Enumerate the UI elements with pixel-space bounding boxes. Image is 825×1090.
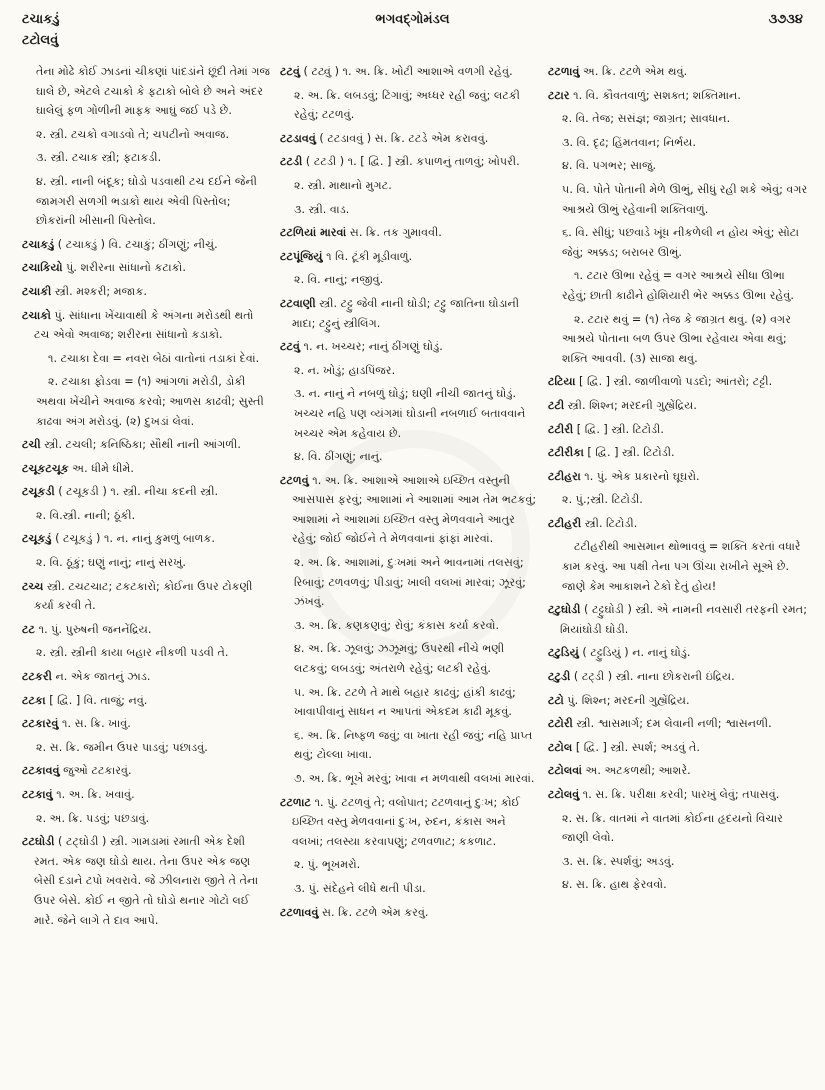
dictionary-entry [22, 667, 272, 687]
dictionary-entry [280, 129, 538, 149]
definition-text: ૪. સ્ત્રી. નાની બંદૂક; ઘોડો પડવાથી ટચ દઈને જેની જામગરી સળગી ભડાકો થાય એવી પિસ્તોલ; છોકરાંની ખીસાની પિસ્તોલ. [36, 174, 257, 228]
headword: ટચાકિયો [22, 261, 63, 275]
entry-sense [280, 726, 538, 765]
entry-sense [280, 176, 538, 196]
definition-text: ૨. સ્ત્રી. ટચકો વગાડવો તે; ચપટીનો અવાજ. [36, 127, 230, 141]
definition-text: ૨. વિ. ઠૂંકું; ઘણું નાનું; નાનું સરખું. [36, 556, 186, 570]
entry-sense [548, 537, 810, 596]
definition-text: ( ટચાક્ડું ) વિ. ટચાકું; ઠીંગણું; નીચું. [54, 237, 218, 251]
definition-text: જુઓ ટટકારવું. [59, 764, 132, 778]
definition-text: ૩. સ્ત્રી. ટચાક સ્ત્રી; ફટાકડી. [36, 151, 162, 165]
definition-text: સ્ત્રી. શ્વાસમાર્ગ; દમ લેવાની નળી; શ્વાસનળી. [572, 717, 772, 731]
dictionary-entry [548, 396, 810, 416]
headword: ટટાર [548, 88, 570, 102]
definition-text: ૨. સ. ક્રિ. જમીન ઉપર પાડવું; પછાડવું. [36, 740, 208, 754]
definition-text: ૬. અ. ક્રિ. નિષ્ફળ જવું; વા ખાતા રહી જવું; નહિ પ્રાપ્ત થવું; ટોલ્લા ખાવા. [294, 728, 533, 762]
headword: ટટવાણી [280, 296, 316, 310]
guide-word-first: ટચાકડું [22, 12, 60, 27]
entry-sense [548, 490, 810, 510]
definition-text: અ. ધીમે ધીમે. [68, 461, 134, 475]
dictionary-entry [548, 691, 810, 711]
entry-sense [280, 683, 538, 722]
definition-text: ૧. વિ. કૌવતવાળું; સશક્ત; શક્તિમાન. [569, 88, 741, 102]
definition-text: પું. શરીરના સાંધાનો કટાકો. [62, 261, 186, 275]
dictionary-entry [280, 471, 538, 549]
dictionary-entry [548, 443, 810, 463]
entry-sense [280, 200, 538, 220]
dictionary-entry [548, 738, 810, 758]
headword: ટચૂકડી [22, 485, 55, 499]
definition-text: ( ટટડી ) ૧. [ દ્વિ. ] સ્ત્રી. કપાળનું તાળવું; ખોપરી. [302, 155, 520, 169]
page-number: ૩૭૩૪ [768, 12, 803, 27]
entry-sense [548, 223, 810, 262]
headword: ટટકાવવું [22, 764, 60, 778]
dictionary-entry [22, 282, 272, 302]
dictionary-entry [548, 372, 810, 392]
definition-text: ૧ વિ. ટૂંકી મૂડીવાળું. [322, 249, 413, 263]
headword: ટચૂકટચૂક [22, 461, 69, 475]
dictionary-entry [548, 514, 810, 534]
definition-text: ( ટટ્ઘોડી ) સ્ત્રી. ગામડામાં રમાતી એક દેશી રમત. એક જણ ઘોડો થાય. તેના ઉપર એક જણ બેસી દડાને ટપો ખવરાવે. જે ઝીલનારા જીતે તે તેના ઉપર બેસે. કોઈ ન જીતે તો ઘોડો થનાર ગોટો લઈ મારે. જેને લાગે તે દાવ આપે. [34, 835, 259, 927]
dictionary-entry [548, 785, 810, 805]
headword: ટટડી [280, 155, 303, 169]
headword: ટટુઘોડી [548, 603, 581, 617]
dictionary-entry [22, 459, 272, 479]
headword: ટટીહરી [548, 516, 582, 530]
definition-text: ૩. સ. ક્રિ. સ્પર્શવું; અડવું. [562, 854, 675, 868]
definition-text: ૨. સ્ત્રી. માથાનો મુગટ. [294, 178, 392, 192]
dictionary-entry [22, 691, 272, 711]
definition-text: ૫. અ. ક્રિ. ટટળે તે માથે બહાર કાઢવું; હાંકી કાઢવું; ખાવાપીવાનું સાધન ન આપતાં એકદમ કાઢી મૂકવું. [294, 685, 516, 719]
entry-sense [548, 109, 810, 129]
entry-sense [22, 125, 272, 145]
entry-sense [548, 310, 810, 369]
headword: ટટિયા [548, 375, 576, 389]
dictionary-entry [280, 152, 538, 172]
dictionary-entry [22, 714, 272, 734]
headword: ટટકાવું [22, 788, 53, 801]
definition-text: ૨. પું.;સ્ત્રી. ટિટોડી. [562, 493, 643, 507]
headword: ટટળવું [280, 473, 309, 487]
entry-sense [280, 447, 538, 467]
definition-text: [ દ્વિ. ] સ્ત્રી. જાળીવાળો પડદો; આંતરો; ટટ્ટી. [575, 375, 773, 389]
definition-text: ૧. ટટાર ઊભા રહેવું = વગર આશ્રયે સીધા ઊભા રહેવું; છાતી કાઢીને હોશિયારી ભેર અક્કડ ઊભા રહેવું. [562, 269, 794, 302]
definition-text: ૭. અ. ક્રિ. ભૂખે મરવું; ખાવા ન મળવાથી વલખાં મારવાં. [294, 772, 535, 785]
definition-text: ( ટટ્ટુઘોડી ) સ્ત્રી. એ નામની નવસારી તરફની રમત; મિયાંઘોડી ઘોડી. [560, 603, 807, 636]
headword: ટટીરી [548, 422, 574, 436]
definition-text: [ દ્વિ. ] સ્ત્રી. સ્પર્શ; અડવું તે. [572, 740, 700, 754]
entry-sense [548, 180, 810, 219]
entry-sense [280, 384, 538, 443]
column-2 [280, 62, 538, 926]
dictionary-entry [22, 620, 272, 640]
definition-text: ૨. વિ. તેજ; સસંજ્ઞ; જાગ્રત; સાવધાન. [562, 112, 731, 126]
definition-text: અ. ક્રિ. ટટળે એમ થવું. [579, 65, 688, 78]
entry-sense [280, 86, 538, 125]
headword: ટટળાવવું [280, 905, 319, 919]
definition-text: ૪. સ. ક્રિ. હાથ ફેરવવો. [562, 878, 667, 892]
definition-text: [ દ્વિ. ] સ્ત્રી. ટિટોડી. [573, 422, 664, 436]
column-1 [22, 62, 272, 934]
entry-sense [22, 809, 272, 829]
entry-sense [280, 639, 538, 678]
dictionary-entry [22, 235, 272, 255]
definition-text: ૨. વિ.સ્ત્રી. નાની; ઠૂંકી. [36, 508, 136, 522]
definition-text: [ દ્વિ. ] સ્ત્રી. ટિટોડી. [583, 446, 675, 460]
dictionary-entry [22, 258, 272, 278]
dictionary-entry [548, 643, 810, 663]
headword: ટચાકડું [22, 237, 55, 251]
headword: ટટવું [280, 65, 300, 78]
headword: ટચ્ચ [22, 579, 44, 593]
entry-sense [548, 852, 810, 872]
definition-text: ૧. અ. ક્રિ. આશાએ આશાએ ઇચ્છિત વસ્તુની આસપાસ ફરવું; આશામાં ને આશામાં આમ તેમ ભટકવું; આશામાં ને આશામાં ઇચ્છિત વસ્તુ મેળવવાને આતુર રહેવું; જોઈ જોઈને તે મેળવવાનાં ફાંફાં મારવાં. [292, 473, 537, 546]
dictionary-entry [280, 793, 538, 852]
entry-sense [548, 156, 810, 176]
dictionary-entry [22, 482, 272, 502]
definition-text: સ. ક્રિ. તક ગુમાવવી. [346, 226, 442, 240]
entry-sense [22, 643, 272, 663]
headword: ટટપૂંજિયું [280, 249, 323, 263]
definition-text: ૧. પું. એક પ્રકારનો ઘૂઘરો. [580, 469, 700, 483]
headword: ટટોલ [548, 740, 573, 754]
definition-text: ૬. વિ. સીધું; પછવાડે ખૂંધ નીકળેલી ન હોય એવું; સોટા જેવું; અક્કડ; બરાબર ઊભું. [562, 226, 800, 259]
headword: ટચાકી [22, 284, 52, 298]
dictionary-entry [280, 62, 538, 82]
page-header [0, 0, 825, 60]
dictionary-entry [548, 62, 810, 82]
entry-sense [280, 855, 538, 875]
dictionary-entry [280, 903, 538, 923]
definition-text: ૨. સ્ત્રી. સ્ત્રીની કાયા બહાર નીકળી પડવી તે. [36, 646, 229, 660]
definition-text: ટટીહરીથી આસમાન થોભાવવું = શક્તિ કરતાં વધારે કામ કરવું. આ પક્ષી તેના પગ ઊંચા રાખીને સૂએ છે. જાણે કેમ આકાશને ટેકો દેતું હોય! [562, 540, 801, 593]
dictionary-entry [548, 420, 810, 440]
definition-text: પું. સાંધાના ખેંચાવાથી કે અંગના મરોડથી થતો ટચ એવો અવાજ; શરીરના સાંધાનો કડાકો. [34, 308, 254, 342]
definition-text: ૪. વિ. ઠીંગણું; નાનું. [294, 450, 383, 464]
entry-sense [280, 361, 538, 381]
definition-text: ૧. અ. ક્રિ. ખવાવું. [52, 788, 135, 801]
headword: ટચૂકડું [22, 532, 52, 546]
entry-sense [22, 62, 272, 121]
definition-text: ૨. ટટાર થવું = (૧) તેજ કે જાગ્રત થવું. (૨) વગર આશ્રયે પોતાના બળ ઉપર ઊભા રહેવાય એવા થવું; શક્તિ આવવી. (૩) સાજા થવું. [562, 312, 792, 365]
entry-sense [22, 553, 272, 573]
headword: ટટળાવું [548, 65, 580, 78]
headword: ટટકારવું [22, 717, 59, 731]
dictionary-entry [548, 714, 810, 734]
definition-text: ૪. અ. ક્રિ. ઝૂલવું; ઝઝૂમવું; ઉપરથી નીચે ભણી લટકવું; લબડવું; અંતરાળે રહેવું; લટકી રહેવું. [294, 642, 505, 676]
definition-text: ૨. અ. ક્રિ. પડવું; પછડાવું. [36, 811, 150, 825]
definition-text: ૧. ન. ખચ્ચર; નાનું ઠીંગણું ઘોડું. [300, 340, 443, 354]
definition-text: ૧. ટચાકા દેવા = નવરા બેઠાં વાતોનાં તડાકાં દેવાં. [48, 351, 260, 365]
headword: ટટોલવાં [548, 764, 582, 778]
definition-text: ૨. અ. ક્રિ. આશામાં, દુઃખમાં અને ભાવનામાં તલસવું; રિબાવું; ટળવળવું; પીડાવું; ખાલી વલખાં મારવાં; ઝૂરવું; ઝંખવું. [294, 556, 526, 609]
headword: ટટવું [280, 340, 300, 354]
definition-text: ( ટચૂકડું ) ૧. ન. નાનું કુમળું બાળક. [51, 532, 215, 546]
definition-text: ન. એક જાતનું ઝાડ. [51, 670, 151, 684]
headword: ટટ [22, 622, 36, 636]
entry-sense [22, 349, 272, 369]
definition-text: ૨. ન. ખોડું; હાડપિંજર. [294, 363, 396, 377]
entry-sense [22, 506, 272, 526]
definition-text: ૪. વિ. પગભર; સાજું. [562, 159, 657, 173]
entry-sense [548, 875, 810, 895]
dictionary-entry [22, 529, 272, 549]
dictionary-entry [548, 467, 810, 487]
definition-text: ( ટટડાવવું ) સ. ક્રિ. ટટડે એમ કરાવવું. [315, 131, 489, 145]
entry-sense [280, 270, 538, 290]
definition-text: સ્ત્રી. ટિટોડી. [581, 516, 638, 530]
column-3 [548, 62, 810, 899]
definition-text: ૨. અ. ક્રિ. લબડવું; ટિંગાવું; અધ્ધર રહી જવું; લટકી રહેવું; ટટળવું. [294, 88, 520, 122]
headword: ટચી [22, 438, 41, 452]
dictionary-entry [22, 306, 272, 345]
headword: ટટકા [22, 693, 46, 707]
definition-text: ૨. વિ. નાનું; નજીવું. [294, 273, 384, 287]
headword: ટટી [548, 398, 565, 412]
headword: ટટળાટ [280, 795, 312, 809]
headword: ટટડાવવું [280, 131, 316, 145]
headword: ટટોરી [548, 717, 573, 731]
definition-text: ૩. વિ. દૃઢ; હિંમતવાન; નિર્ભય. [562, 135, 697, 149]
dictionary-entry [22, 785, 272, 805]
definition-text: સ્ત્રી. ટચલી; કનિષ્ઠિકા; સૌથી નાની આંગળી. [40, 438, 241, 452]
headword: ટટઘોડી [22, 835, 55, 849]
definition-text: પું. શિશ્ન; મરદની ગુહ્યેંદ્રિય. [563, 693, 690, 707]
headword: ટચાકો [22, 308, 51, 322]
entry-sense [22, 148, 272, 168]
headword: ટટોલવું [548, 788, 580, 801]
dictionary-entry [22, 435, 272, 455]
entry-sense [280, 769, 538, 789]
entry-sense [280, 879, 538, 899]
definition-text: [ દ્વિ. ] વિ. તાજું; નવું. [45, 693, 148, 707]
dictionary-entry [280, 337, 538, 357]
definition-text: ૩. અ. ક્રિ. કણકણવું; રોવું; કંકાસ કર્યા કરવો. [294, 618, 500, 632]
definition-text: તેના મોઢે કોઈ ઝાડનાં ચીકણાં પાંદડાંને છૂંદી તેમાં ગજ ઘાલે છે, એટલે ટચાકો કે ફટાકો બોલે છે અને અંદર ઘાલેલું ફળ ગોળીની માફક આઘું જઈ પડે છે. [36, 65, 271, 118]
dictionary-entry [22, 761, 272, 781]
definition-text: ૧. સ. ક્રિ. ખાવું. [58, 717, 131, 731]
dictionary-entry [280, 247, 538, 267]
headword: ટટુડી [548, 670, 571, 684]
entry-sense [280, 616, 538, 636]
headword: ટટીરીકા [548, 446, 584, 460]
entry-sense [22, 372, 272, 431]
headword: ટટુડિયું [548, 646, 579, 660]
definition-text: ૧. સ. ક્રિ. પરીક્ષા કરવી; પારખું લેવું; તપાસવું. [579, 788, 780, 801]
definition-text: ( ટટ્ટુડિયું ) ન. નાનું ઘોડું. [578, 646, 691, 660]
definition-text: ( ટટ્ડી ) સ્ત્રી. નાના છોકરાની ઇંદ્રિય. [570, 670, 735, 684]
definition-text: ૨. પું. ભૂખમરો. [294, 858, 361, 872]
headword: ટટકરી [22, 670, 52, 684]
dictionary-entry [22, 577, 272, 616]
entry-sense [548, 809, 810, 848]
entry-sense [548, 266, 810, 305]
definition-text: ૫. વિ. પોતે પોતાની મેળે ઊભું, સીધું રહી શકે એવું; વગર આશ્રયે ઊભું રહેવાની શક્તિવાળું. [562, 182, 808, 216]
dictionary-entry [22, 832, 272, 930]
definition-text: સ્ત્રી. મશ્કરી; મજાક. [51, 284, 147, 298]
dictionary-entry [548, 86, 810, 106]
definition-text: ( ટચૂકડી ) ૧. સ્ત્રી. નીચા કદની સ્ત્રી. [54, 485, 219, 499]
dictionary-entry [548, 667, 810, 687]
definition-text: ૩. પું. સંદેહને લીધે થતી પીડા. [294, 881, 426, 895]
definition-text: સ્ત્રી. ટટ્ટુ જેવી નાની ઘોડી; ટટ્ટુ જાતિના ઘોડાની માદા; ટટ્ટુનું સ્ત્રીલિંગ. [292, 296, 520, 330]
definition-text: સ્ત્રી. શિશ્ન; મરદની ગુહ્યેંદ્રિય. [564, 398, 697, 412]
definition-text: ૨. સ. ક્રિ. વાતમાં ને વાતમાં કોઈના હૃદયનો વિચાર જાણી લેવો. [562, 811, 783, 845]
entry-sense [280, 553, 538, 612]
dictionary-entry [548, 761, 810, 781]
definition-text: સ્ત્રી. ટચટચાટ; ટકટકારો; કોઈના ઉપર ટોકણી કર્યા કરવી તે. [34, 579, 253, 613]
entry-sense [22, 172, 272, 231]
guide-word-last: ટટોલવું [22, 33, 59, 48]
dictionary-entry [548, 600, 810, 639]
definition-text: ૨. ટચાકા ફોડવા = (૧) આંગળાં મરોડી, ડોકી અથવા ખેંચીને અવાજ કરવો; આળસ કાઢવી; સુસ્તી કાઢવા અંગ મરોડવું. (૨) દુખડાં લેવાં. [36, 375, 264, 428]
definition-text: અ. અટકળથી; આશરે. [582, 764, 691, 778]
definition-text: ( ટટ્વું ) ૧. અ. ક્રિ. ખોટી આશાએ વળગી રહેવું. [300, 65, 513, 78]
headword: ટટો [548, 693, 564, 707]
definition-text: ૧. પું. ટટળવું તે; વલોપાત; ટટળવાનું દુઃખ; કોઈ ઇચ્છિત વસ્તુ મેળવવાનાં દુઃખ, રુદન, કંકાસ અને વલખાં; તલસ્યા કરવાપણું; ટળવળાટ; કકળાટ. [292, 795, 521, 848]
entry-sense [22, 738, 272, 758]
dictionary-entry [280, 294, 538, 333]
headword: ટટીહરા [548, 469, 581, 483]
definition-text: સ. ક્રિ. ટટળે એમ કરવું. [318, 905, 429, 919]
definition-text: ૩. સ્ત્રી. વાડ. [294, 202, 350, 216]
headword: ટટળિયાં મારવાં [280, 226, 347, 240]
definition-text: ૧. પું. પુરુષની જનનેંદ્રિય. [35, 622, 152, 636]
dictionary-entry [280, 223, 538, 243]
book-title: ભગવદ્ગોમંડલ [375, 12, 450, 27]
entry-sense [548, 133, 810, 153]
definition-text: ૩. ન. નાનું ને નબળું ઘોડું; ઘણી નીચી જાતનું ઘોડું. ખચ્ચર નહિ પણ વ્યંગમાં ઘોડાની નબળાઈ બતાવવાને ખચ્ચર એમ કહેવાય છે. [294, 387, 526, 440]
